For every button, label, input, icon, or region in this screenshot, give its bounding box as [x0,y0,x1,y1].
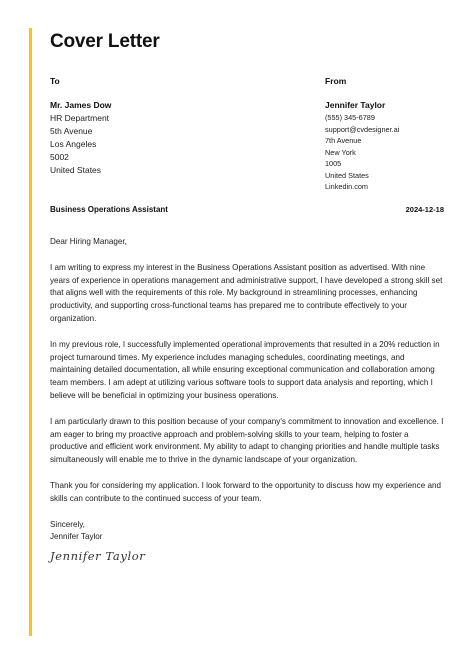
accent-bar [29,28,32,636]
sender-block [325,99,399,193]
sender-linkedin: Linkedin.com [325,182,368,191]
letter-date: 2024-12-18 [405,205,444,214]
recipient-department: HR Department [50,113,110,123]
sender-city: New York [325,147,356,157]
body-paragraph: Thank you for considering my application. I look forward to the opportunity to discuss how my experience and skills can contribute to the continued success of your team. [50,480,441,503]
sender-name: Jennifer Taylor [325,100,386,110]
letter-body [50,236,446,544]
sender-zip: 1005 [325,159,342,168]
subject-line: Business Operations Assistant [50,205,168,214]
recipient-street: 5th Avenue [50,126,93,136]
body-paragraph: I am particularly drawn to this position because of your company's commitment to innovation and excellence. I am eager to bring my proactive approach and problem-solving skills to your team, helping to foster a productive and efficient work environment. My ability to adapt to changing priorities and handle multiple tasks simultaneously will enable me to thrive in the dynamic landscape of your organization. [50,416,444,465]
sender-email: support@cvdesigner.ai [325,124,400,134]
recipient-zip: 5002 [50,152,69,162]
recipient-name: Mr. James Dow [50,100,112,110]
recipient-block [50,99,111,177]
to-label: To [50,76,60,86]
document-title: Cover Letter [50,31,160,52]
recipient-country: United States [50,165,102,175]
sender-street: 7th Avenue [325,136,362,145]
closing: Sincerely, [50,519,85,529]
body-paragraph: In my previous role, I successfully implemented operational improvements that resulted in a 20% reduction in project turnaround times. My experience includes managing schedules, coordinating meetings, and maintaining detailed documentation, all while ensuring exceptional communication and collaboration among team members. I am adept at utilizing various software tools to support data analysis and reporting, which I believe will be beneficial in optimizing your business operations. [50,339,440,400]
sender-country: United States [325,170,369,180]
sender-phone: (555) 345-6789 [325,113,375,122]
salutation: Dear Hiring Manager, [50,237,127,246]
closing-name: Jennifer Taylor [50,532,103,542]
from-label: From [325,76,347,86]
body-paragraph: I am writing to express my interest in the Business Operations Assistant position as advertised. With nine years of experience in operations management and administrative support, I have developed a strong skill set that aligns well with the requirements of this role. My background in streamlining processes, enhancing productivity, and supporting cross-functional teams has prepared me to contribute effectively to your organization. [50,262,443,323]
recipient-city: Los Angeles [50,139,97,149]
handwritten-signature: Jennifer Taylor [50,549,146,563]
